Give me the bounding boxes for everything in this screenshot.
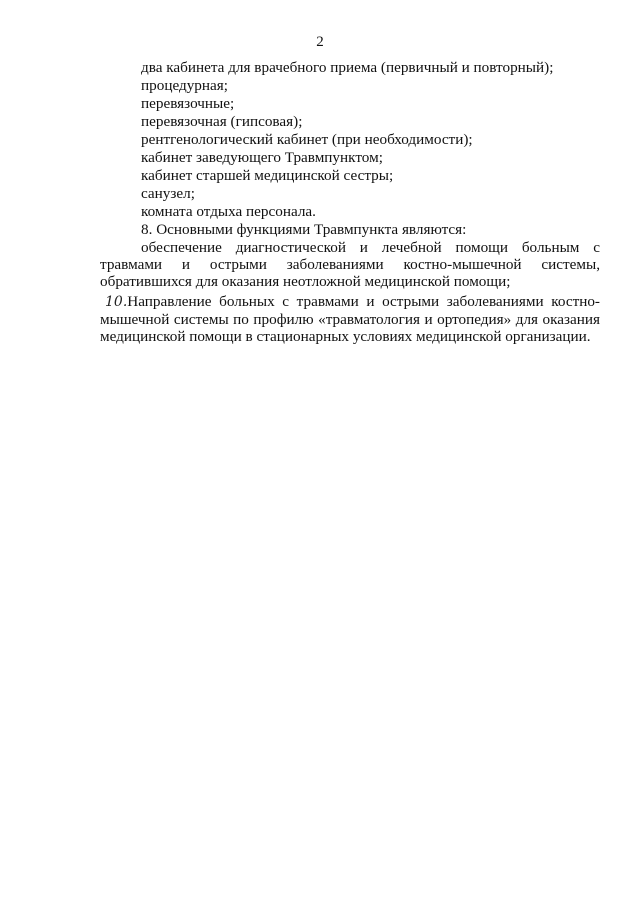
section-10-text: Направление больных с травмами и острыми заболеваниями костно-мышечной системы по профилю «травматология и ортопедия» для оказания медицинской помощи в стационарных условиях медицинской организации. — [100, 293, 600, 346]
section-10-paragraph — [100, 293, 600, 346]
list-item: кабинет заведующего Травмпунктом; — [141, 149, 383, 166]
list-item: перевязочные; — [141, 95, 235, 112]
section-8-heading: 8. Основными функциями Травмпункта являются: — [141, 221, 467, 238]
section-10-number: 10. — [105, 294, 128, 310]
list-item: санузел; — [141, 185, 195, 202]
page-number: 2 — [316, 34, 324, 50]
list-item: рентгенологический кабинет (при необходимости); — [141, 131, 473, 148]
list-item: перевязочная (гипсовая); — [141, 113, 303, 130]
section-8-paragraph — [100, 239, 600, 291]
section-8-text: обеспечение диагностической и лечебной помощи больным с травмами и острыми заболеваниями костно-мышечной системы, обратившихся для оказания неотложной медицинской помощи; — [100, 239, 600, 291]
list-item: комната отдыха персонала. — [141, 203, 316, 220]
list-item: процедурная; — [141, 77, 228, 94]
list-item: кабинет старшей медицинской сестры; — [141, 167, 394, 184]
list-item: два кабинета для врачебного приема (первичный и повторный); — [141, 59, 554, 76]
